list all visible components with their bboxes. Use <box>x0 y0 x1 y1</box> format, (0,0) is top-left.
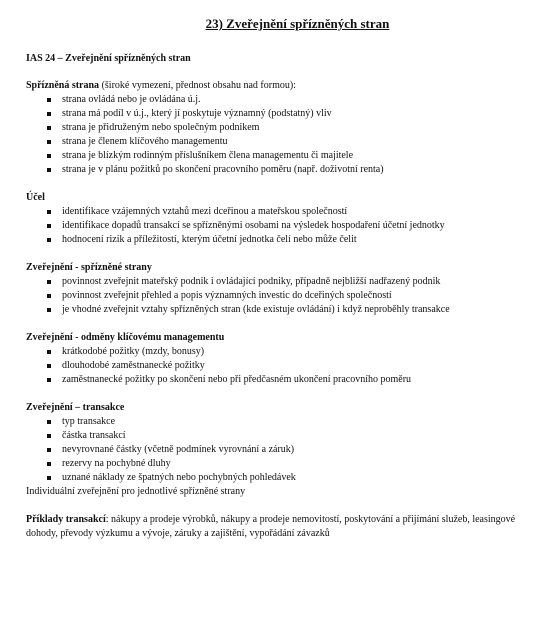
list-item: uznané náklady ze špatných nebo pochybných pohledávek <box>26 471 536 485</box>
list-item: strana ovládá nebo je ovládána ú.j. <box>26 93 536 107</box>
list-item: zaměstnanecké požitky po skončení nebo při předčasném ukončení pracovního poměru <box>26 373 536 387</box>
document-title: 23) Zveřejnění spřízněných stran <box>205 16 390 31</box>
list-item: povinnost zveřejnit přehled a popis významných investic do dceřiných společností <box>26 289 536 303</box>
list-item: strana je v plánu požitků po skončení pracovního poměru (např. doživotní renta) <box>26 163 536 177</box>
list-item: krátkodobé požitky (mzdy, bonusy) <box>26 345 536 359</box>
spacer <box>26 247 536 261</box>
section-subheading: (široké vymezení, přednost obsahu nad formou): <box>99 80 296 91</box>
standard-heading: IAS 24 – Zveřejnění spřízněných stran <box>26 53 191 64</box>
list-item: povinnost zveřejnit mateřský podnik i ovládající podniky, případně nejbližší nadřazený podnik <box>26 275 536 289</box>
list-item: nevyrovnané částky (včetně podmínek vyrovnání a záruk) <box>26 443 536 457</box>
list-item: částka transakcí <box>26 429 536 443</box>
list-item: strana má podíl v ú.j., který jí poskytuje významný (podstatný) vliv <box>26 107 536 121</box>
examples-heading: Příklady transakcí <box>26 514 106 525</box>
document-body <box>26 52 536 541</box>
list-item: je vhodné zveřejnit vztahy spřízněných stran (kde existuje ovládání) i když neproběhly transakce <box>26 303 536 317</box>
bullet-list <box>26 205 536 247</box>
examples-paragraph <box>26 513 536 541</box>
bullet-list <box>26 93 536 177</box>
list-item: strana je blízkým rodinným příslušníkem člena managementu či majitele <box>26 149 536 163</box>
list-item: strana je členem klíčového managementu <box>26 135 536 149</box>
section-note: Individuální zveřejnění pro jednotlivé spřízněné strany <box>26 486 246 497</box>
list-item: strana je přidruženým nebo společným podnikem <box>26 121 536 135</box>
list-item: hodnocení rizik a příležitostí, kterým účetní jednotka čelí nebo může čelit <box>26 233 536 247</box>
section-heading: Zveřejnění - odměny klíčovému managementu <box>26 332 225 343</box>
section-heading: Spřízněná strana <box>26 80 100 91</box>
bullet-list <box>26 275 536 317</box>
section-related-party <box>26 79 536 93</box>
spacer <box>26 177 536 191</box>
list-item: dlouhodobé zaměstnanecké požitky <box>26 359 536 373</box>
spacer <box>26 66 536 79</box>
bullet-list <box>26 415 536 485</box>
spacer <box>26 499 536 513</box>
section-heading: Účel <box>26 192 45 203</box>
spacer <box>26 317 536 331</box>
list-item: rezervy na pochybné dluhy <box>26 457 536 471</box>
list-item: identifikace vzájemných vztahů mezi dceřinou a mateřskou společností <box>26 205 536 219</box>
bullet-list <box>26 345 536 387</box>
list-item: typ transakce <box>26 415 536 429</box>
section-heading: Zveřejnění - spřízněné strany <box>26 262 152 273</box>
examples-text: : nákupy a prodeje výrobků, nákupy a prodeje nemovitostí, poskytování a přijímání služeb, leasingové dohody, převody výzkumu a vývoje, záruky a zajištění, vypořádání závazků <box>26 514 516 539</box>
section-heading: Zveřejnění – transakce <box>26 402 125 413</box>
spacer <box>26 387 536 401</box>
list-item: identifikace dopadů transakcí se spřízněnými osobami na výsledek hospodaření účetní jednotky <box>26 219 536 233</box>
